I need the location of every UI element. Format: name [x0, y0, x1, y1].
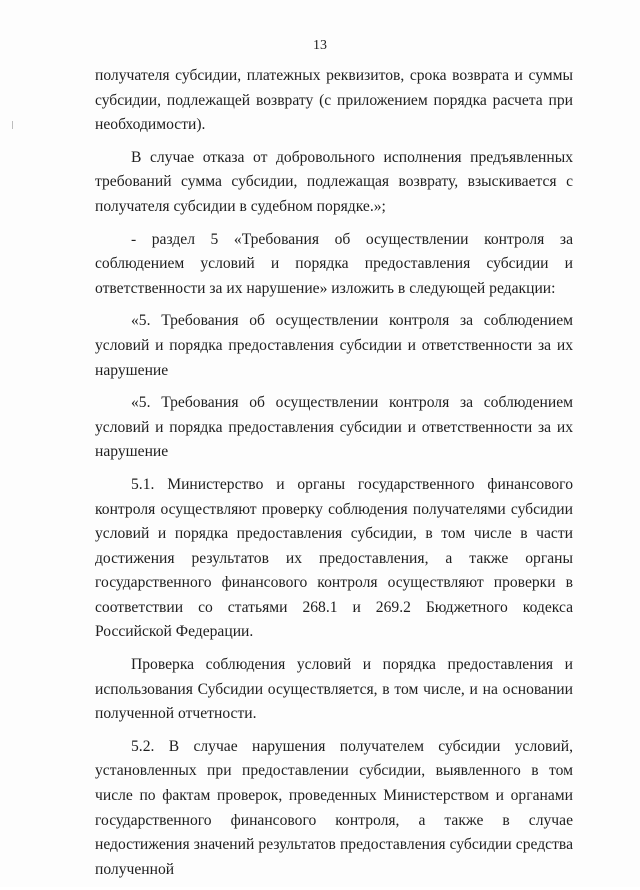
paragraph-1: получателя субсидии, платежных реквизитов, срока возврата и суммы субсидии, подлежащей возврату (с приложением порядка расчета при необходимости). — [95, 67, 573, 134]
paragraph-4: «5. Требования об осуществлении контроля за соблюдением условий и порядка предоставления субсидии и ответственности за их нарушение — [95, 312, 573, 379]
paragraph-3: - раздел 5 «Требования об осуществлении контроля за соблюдением условий и порядка предоставления субсидии и ответственности за их нарушение» изложить в следующей редакции: — [95, 230, 573, 297]
paragraph-5: «5. Требования об осуществлении контроля за соблюдением условий и порядка предоставления субсидии и ответственности за их нарушение — [95, 394, 573, 461]
paragraph-2: В случае отказа от добровольного исполнения предъявленных требований сумма субсидии, подлежащая возврату, взыскивается с получателя субсидии в судебном порядке.»; — [95, 148, 573, 215]
document-body — [95, 64, 573, 890]
paragraph-8: 5.2. В случае нарушения получателем субсидии условий, установленных при предоставлении субсидии, выявленного в том числе по фактам проверок, проведенных Министерством и органами государственного финансового контроля, а также в случае недостижения значений результатов предоставления субсидии средства полученной — [95, 737, 573, 878]
page-number: 13 — [313, 38, 327, 53]
paragraph-6: 5.1. Министерство и органы государственного финансового контроля осуществляют проверку соблюдения получателями субсидии условий и порядка предоставления субсидии, в том числе в части достижения результатов их предоставления, а также органы государственного финансового контроля осуществляют проверки в соответствии со статьями 268.1 и 269.2 Бюджетного кодекса Российской Федерации. — [95, 475, 573, 641]
scan-mark — [12, 121, 13, 129]
paragraph-7: Проверка соблюдения условий и порядка предоставления и использования Субсидии осуществляется, в том числе, и на основании полученной отчетности. — [95, 656, 573, 723]
